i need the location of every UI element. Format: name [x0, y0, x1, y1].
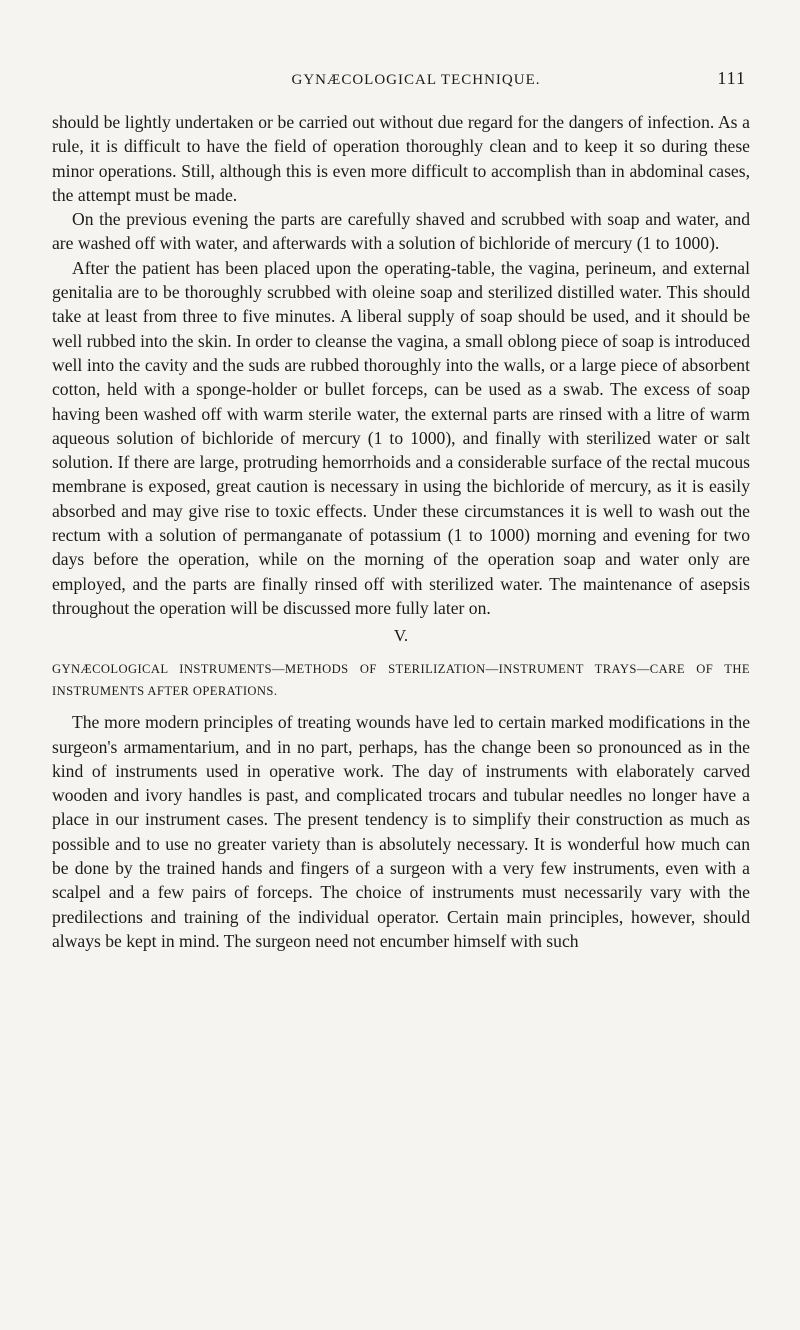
paragraph-continued: should be lightly undertaken or be carried out without due regard for the dangers of infection. As a rule, it is difficult to have the field of operation thoroughly clean and to keep it so during these minor operations. Still, although this is even more difficult to accomplish than in abdominal cases, the attempt must be made.: [52, 112, 750, 205]
section-heading: GYNÆCOLOGICAL INSTRUMENTS—METHODS OF STERILIZATION—INSTRUMENT TRAYS—CARE OF THE INSTRUMENTS AFTER OPERATIONS.: [52, 662, 750, 699]
page-number: 111: [717, 68, 746, 88]
paragraph-previous-evening: On the previous evening the parts are carefully shaved and scrubbed with soap and water, and are washed off with water, and afterwards with a solution of bichloride of mercury (1 to 1000).: [52, 209, 750, 254]
running-head: [52, 68, 750, 96]
section-number: V.: [393, 626, 409, 646]
body-text: [52, 110, 750, 953]
paragraph-modern-principles: The more modern principles of treating wounds have led to certain marked modifications in the surgeon's armamentarium, and in no part, perhaps, has the change been so pronounced as in the kind of instruments used in operative work. The day of instruments with elaborately carved wooden and ivory handles is past, and complicated trocars and tubular needles no longer have a place in our instrument cases. The present tendency is to simplify their construction as much as possible and to use no greater variety than is absolutely necessary. It is wonderful how much can be done by the trained hands and fingers of a surgeon with a very few instruments, even with a scalpel and a few pairs of forceps. The choice of instruments must necessarily vary with the predilections and training of the individual operator. Certain main principles, however, should always be kept in mind. The surgeon need not encumber himself with such: [52, 712, 750, 951]
running-head-title: GYNÆCOLOGICAL TECHNIQUE.: [291, 72, 541, 88]
paragraph-operating-table: After the patient has been placed upon the operating-table, the vagina, perineum, and external genitalia are to be thoroughly scrubbed with oleine soap and sterilized distilled water. This should take at least from three to five minutes. A liberal supply of soap should be used, and it should be well rubbed into the skin. In order to cleanse the vagina, a small oblong piece of soap is introduced well into the cavity and the suds are rubbed thoroughly into the walls, or a large piece of absorbent cotton, held with a sponge-holder or bullet forceps, can be used as a swab. The excess of soap having been washed off with warm sterile water, the external parts are rinsed with a litre of warm aqueous solution of bichloride of mercury (1 to 1000), and finally with sterilized water or salt solution. If there are large, protruding hemorrhoids and a considerable surface of the rectal mucous membrane is exposed, great caution is necessary in using the bichloride of mercury, as it is easily absorbed and may give rise to toxic effects. Under these circumstances it is well to wash out the rectum with a solution of permanganate of potassium (1 to 1000) morning and evening for two days before the operation, while on the morning of the operation soap and water only are employed, and the parts are finally rinsed off with sterilized water. The maintenance of asepsis throughout the operation will be discussed more fully later on.: [52, 257, 750, 618]
book-page: [52, 68, 750, 953]
